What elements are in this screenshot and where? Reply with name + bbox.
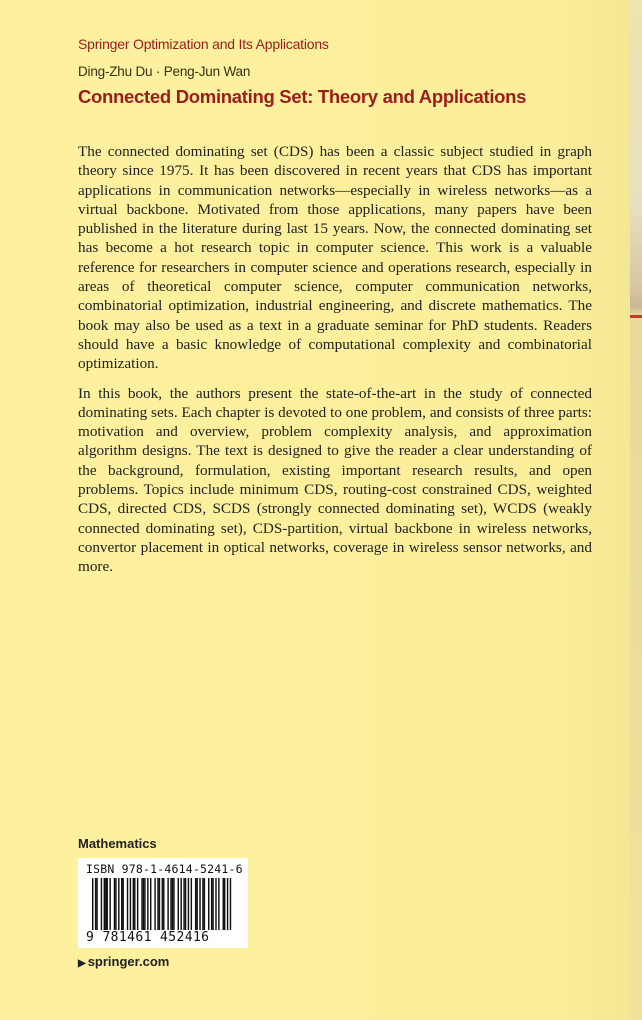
barcode-bar xyxy=(227,878,228,930)
barcode-bar xyxy=(118,878,119,930)
barcode-bar xyxy=(191,878,192,930)
barcode-bar xyxy=(137,878,138,930)
barcode-bar xyxy=(121,878,122,930)
barcode-bar xyxy=(185,878,186,930)
barcode-bar xyxy=(105,878,106,930)
barcode-bar xyxy=(95,878,96,930)
series-title: Springer Optimization and Its Applications xyxy=(78,36,329,52)
publisher-website[interactable] xyxy=(78,954,169,969)
barcode-bar xyxy=(218,878,219,930)
barcode-bar xyxy=(107,878,108,930)
barcode-bar xyxy=(172,878,173,930)
barcode-bar xyxy=(96,878,97,930)
barcode-bar xyxy=(162,878,163,930)
barcode-bar xyxy=(195,878,196,930)
barcode-bar xyxy=(173,878,174,930)
website-label: springer.com xyxy=(87,954,170,969)
barcode-bar xyxy=(127,878,128,930)
barcode-bar xyxy=(223,878,224,930)
barcode-bar xyxy=(130,878,131,930)
barcode-bar xyxy=(178,878,179,930)
barcode-bar xyxy=(122,878,123,930)
description-paragraph-2: In this book, the authors present the state-of-the-art in the study of connected dominating sets. Each chapter is devoted to one problem, and consists of three parts: motivation and overview, problem complexity analysis, and approximation algorithm designs. The text is designed to give the reader a clear understanding of the background, formulation, existing important research results, and open problems. Topics include minimum CDS, routing-cost constrained CDS, weighted CDS, directed CDS, SCDS (strongly connected dominating set), WCDS (weakly connected dominating set), CDS-partition, virtual backbone in wireless networks, convertor placement in optical networks, coverage in wireless sensor networks, and more. xyxy=(78,384,592,576)
barcode-bar xyxy=(154,878,155,930)
barcode-bar xyxy=(163,878,164,930)
barcode-bar xyxy=(150,878,151,930)
barcode-bar xyxy=(115,878,116,930)
barcode-bar xyxy=(109,878,110,930)
barcode-digits: 9 781461 452416 xyxy=(86,930,210,945)
barcode-bar xyxy=(114,878,115,930)
barcode-bar xyxy=(143,878,144,930)
arrow-right-icon: ▶ xyxy=(78,958,86,969)
barcode-bar xyxy=(144,878,145,930)
barcode-bar xyxy=(170,878,171,930)
barcode-bar xyxy=(211,878,212,930)
isbn-barcode xyxy=(78,858,248,948)
barcode-bar xyxy=(134,878,135,930)
barcode-bar xyxy=(215,878,216,930)
barcode-bar xyxy=(204,878,205,930)
barcode-bar xyxy=(167,878,168,930)
subject-category: Mathematics xyxy=(78,836,157,851)
barcode-bar xyxy=(104,878,105,930)
spine-edge xyxy=(630,0,642,1020)
barcode-bar xyxy=(101,878,102,930)
barcode-bar xyxy=(224,878,225,930)
barcode-bar xyxy=(159,878,160,930)
description-paragraph-1: The connected dominating set (CDS) has been a classic subject studied in graph theory since 1975. It has been discovered in recent years that CDS has important applications in communication networks—especially in wireless networks—as a virtual backbone. Motivated from those applications, many papers have been published in the literature during last 15 years. Now, the connected dominating set has become a hot research topic in computer science. This work is a valuable reference for researchers in computer science and operations research, especially in areas of theoretical computer science, computer communication networks, combinatorial optimization, industrial engineering, and discrete mathematics. The book may also be used as a text in a graduate seminar for PhD students. Readers should have a basic knowledge of computational complexity and combinatorial optimization. xyxy=(78,143,592,373)
barcode-bar xyxy=(92,878,93,930)
barcode-bar xyxy=(141,878,142,930)
barcode-bar xyxy=(212,878,213,930)
barcode-bar xyxy=(188,878,189,930)
barcode-bar xyxy=(208,878,209,930)
barcode-bar xyxy=(196,878,197,930)
book-description xyxy=(78,142,592,587)
barcode-bar xyxy=(180,878,181,930)
barcode-bar xyxy=(157,878,158,930)
barcode-bar xyxy=(230,878,231,930)
authors: Ding-Zhu Du · Peng-Jun Wan xyxy=(78,64,251,79)
barcode-icon xyxy=(92,878,234,930)
barcode-bar xyxy=(147,878,148,930)
barcode-bar xyxy=(202,878,203,930)
book-title: Connected Dominating Set: Theory and Applications xyxy=(78,86,527,107)
barcode-bar xyxy=(199,878,200,930)
barcode-bar xyxy=(133,878,134,930)
isbn-number: ISBN 978-1-4614-5241-6 xyxy=(86,862,243,876)
barcode-bar xyxy=(183,878,184,930)
